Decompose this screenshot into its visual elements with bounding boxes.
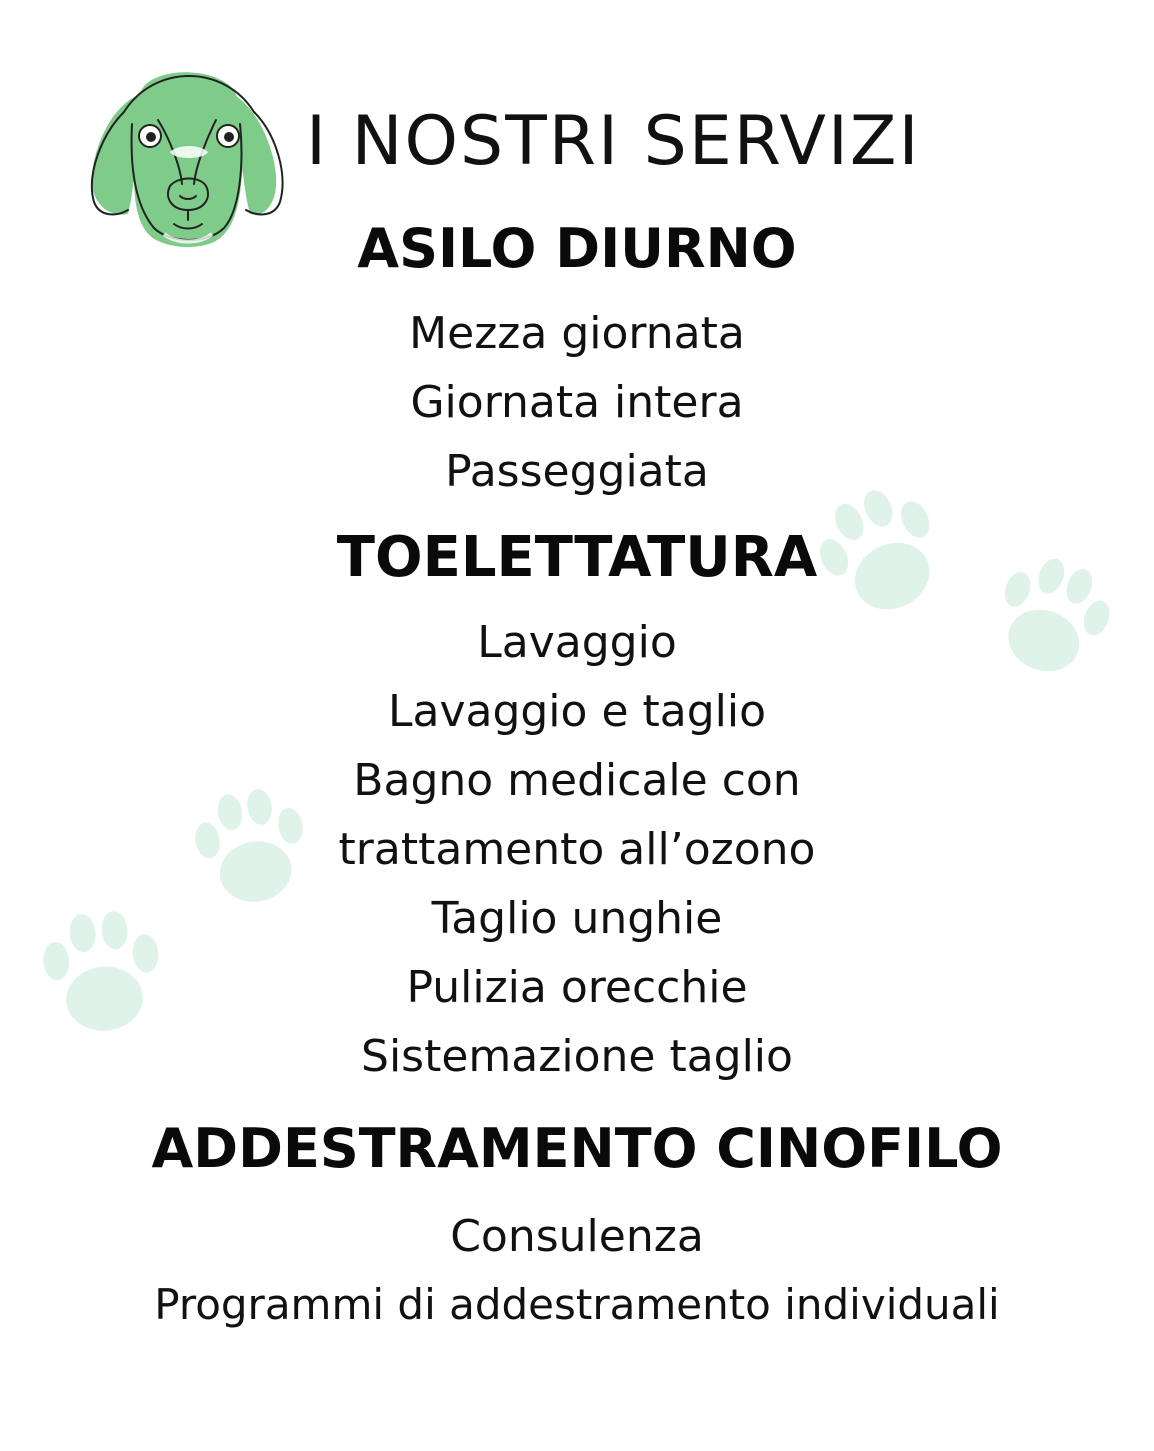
list-item: Lavaggio [477,617,677,668]
list-item: Taglio unghie [431,893,723,944]
list-item: trattamento all’ozono [338,824,816,875]
page-title: I NOSTRI SERVIZI [306,102,921,181]
list-item: Passeggiata [445,446,709,497]
section-heading: ASILO DIURNO [357,217,797,280]
list-item: Pulizia orecchie [406,962,748,1013]
list-item: Bagno medicale con [353,755,801,806]
list-item: Lavaggio e taglio [387,686,767,737]
section-heading: TOELETTATURA [336,525,818,590]
list-item: Consulenza [450,1211,704,1262]
list-item: Sistemazione taglio [361,1031,793,1082]
list-item: Mezza giornata [409,308,745,359]
section-heading: ADDESTRAMENTO CINOFILO [151,1117,1003,1180]
list-item: Programmi di addestramento individuali [154,1280,1000,1329]
list-item: Giornata intera [410,377,744,428]
